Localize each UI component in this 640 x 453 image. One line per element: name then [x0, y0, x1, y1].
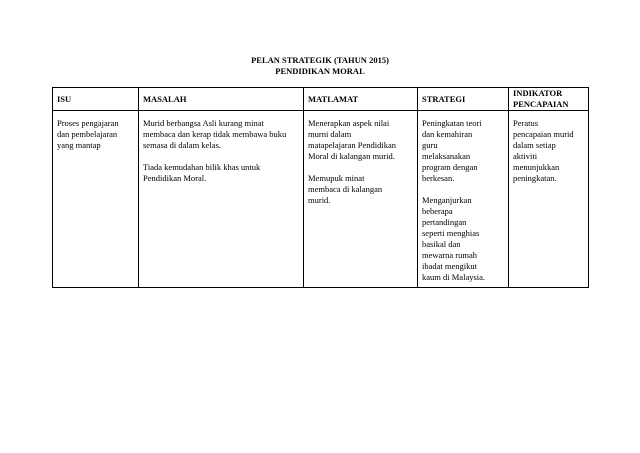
cell-isu — [53, 111, 139, 288]
isu-line: yang mantap — [57, 140, 101, 150]
isu-line: dan pembelajaran — [57, 129, 118, 139]
cell-matlamat — [304, 111, 418, 288]
indikator-line: aktiviti — [513, 151, 538, 161]
header-strategi: STRATEGI — [418, 88, 509, 111]
indikator-line: pencapaian murid — [513, 129, 574, 139]
cell-strategi — [418, 111, 509, 288]
masalah-line: Pendidikan Moral. — [143, 173, 207, 183]
strategi-paragraph — [422, 118, 504, 184]
strategi-line: melaksanakan — [422, 151, 471, 161]
indikator-line: peningkatan. — [513, 173, 557, 183]
indikator-line: menunjukkan — [513, 162, 560, 172]
strategi-line: guru — [422, 140, 438, 150]
header-matlamat: MATLAMAT — [304, 88, 418, 111]
header-isu: ISU — [53, 88, 139, 111]
strategi-line: ibadat mengikut — [422, 261, 478, 271]
header-indikator-pencapaian — [509, 88, 589, 111]
document-title-block — [0, 55, 640, 77]
table-row — [53, 111, 589, 288]
matlamat-line: Menerapkan aspek nilai — [308, 118, 390, 128]
strategi-line: pertandingan — [422, 217, 467, 227]
matlamat-line: Memupuk minat — [308, 173, 365, 183]
matlamat-line: Moral di kalangan murid. — [308, 151, 395, 161]
header-indikator-line1: INDIKATOR — [513, 88, 563, 98]
strategi-line: beberapa — [422, 206, 453, 216]
masalah-line: membaca dan kerap tidak membawa buku — [143, 129, 287, 139]
strategi-paragraph — [422, 195, 504, 283]
indikator-line: Peratus — [513, 118, 539, 128]
matlamat-line: murni dalam — [308, 129, 352, 139]
cell-indikator — [509, 111, 589, 288]
header-masalah: MASALAH — [139, 88, 304, 111]
matlamat-line: murid. — [308, 195, 331, 205]
strategic-plan-table — [52, 87, 589, 288]
masalah-line: Tiada kemudahan bilik khas untuk — [143, 162, 261, 172]
isu-line: Proses pengajaran — [57, 118, 119, 128]
strategi-line: dan kemahiran — [422, 129, 473, 139]
matlamat-line: matapelajaran Pendidikan — [308, 140, 397, 150]
strategi-line: kaum di Malaysia. — [422, 272, 486, 282]
matlamat-line: membaca di kalangan — [308, 184, 383, 194]
document-title: PELAN STRATEGIK (TAHUN 2015) — [251, 55, 389, 65]
strategi-line: seperti menghias — [422, 228, 480, 238]
masalah-paragraph — [143, 118, 299, 151]
header-indikator-line2: PENCAPAIAN — [513, 99, 569, 109]
strategi-line: Menganjurkan — [422, 195, 472, 205]
masalah-line: Murid berbangsa Asli kurang minat — [143, 118, 264, 128]
matlamat-paragraph — [308, 173, 413, 206]
indikator-line: dalam setiap — [513, 140, 556, 150]
strategi-line: program dengan — [422, 162, 478, 172]
matlamat-paragraph — [308, 118, 413, 162]
strategi-line: berkesan. — [422, 173, 455, 183]
masalah-line: semasa di dalam kelas. — [143, 140, 221, 150]
strategi-line: mewarna rumah — [422, 250, 477, 260]
document-subtitle: PENDIDIKAN MORAL — [275, 66, 365, 76]
masalah-paragraph — [143, 162, 299, 184]
strategi-line: basikal dan — [422, 239, 461, 249]
strategi-line: Peningkatan teori — [422, 118, 482, 128]
table-header-row — [53, 88, 589, 111]
cell-masalah — [139, 111, 304, 288]
